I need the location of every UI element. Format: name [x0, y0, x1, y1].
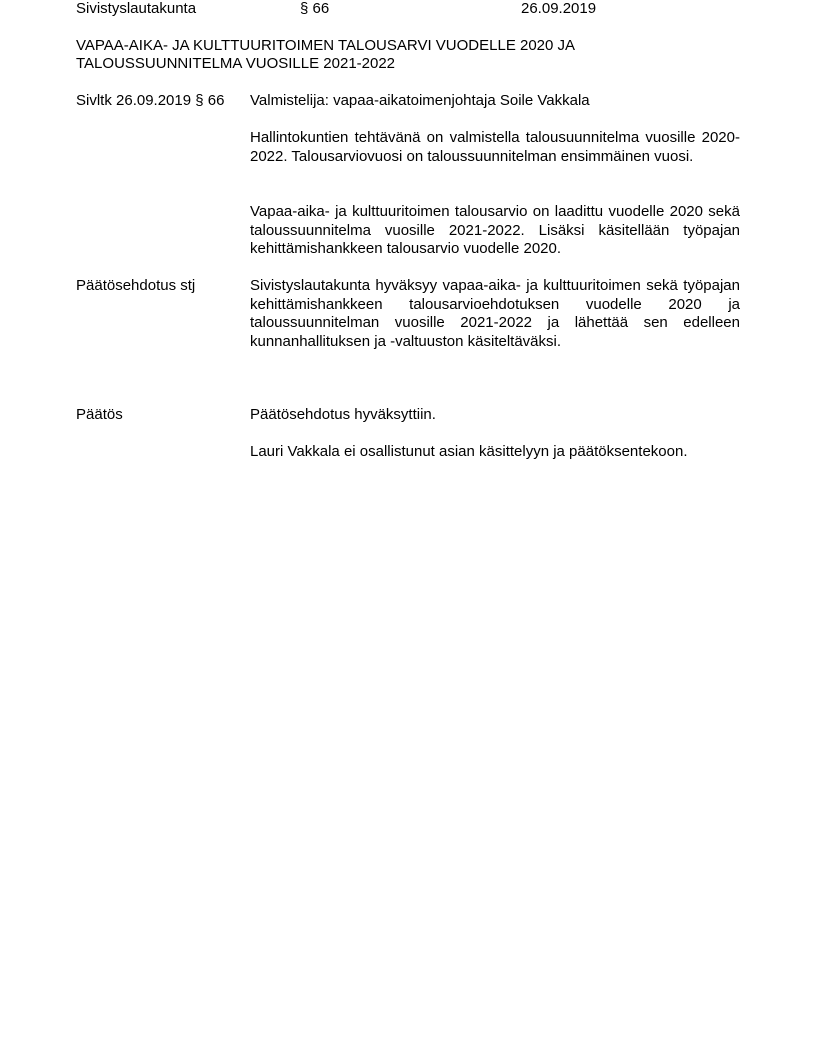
header-date: 26.09.2019: [521, 0, 597, 17]
preparation-label: Sivltk 26.09.2019 § 66: [76, 92, 225, 109]
title-line-1: VAPAA-AIKA- JA KULTTUURITOIMEN TALOUSARVI VUODELLE 2020 JA: [76, 37, 576, 54]
decision-text: Päätösehdotus hyväksyttiin.: [250, 406, 436, 423]
header-board-name: Sivistyslautakunta: [76, 0, 197, 17]
title-line-2: TALOUSSUUNNITELMA VUOSILLE 2021-2022: [76, 55, 396, 72]
proposal-text: Sivistyslautakunta hyväksyy vapaa-aika- ja kulttuuritoimen sekä työpajan kehittämishankkeen talousarvioehdotuksen vuodelle 2020 ja taloussuunnitelman vuosille 2021-2022 ja lähettää sen edelleen kunnanhallituksen ja -valtuuston käsiteltäväksi.: [250, 277, 740, 350]
preparation-paragraph-1: Hallintokuntien tehtävänä on valmistella talousuunnitelma vuosille 2020-2022. Talousarviovuosi on taloussuunnitelman ensimmäinen vuosi.: [250, 129, 740, 165]
proposal-label: Päätösehdotus stj: [76, 277, 196, 294]
document-title: [76, 37, 676, 73]
header-section-number: § 66: [300, 0, 330, 17]
preparer-line: Valmistelija: vapaa-aikatoimenjohtaja Soile Vakkala: [250, 92, 590, 109]
decision-label: Päätös: [76, 406, 123, 423]
decision-note: Lauri Vakkala ei osallistunut asian käsittelyyn ja päätöksentekoon.: [250, 443, 688, 460]
preparation-paragraph-2: Vapaa-aika- ja kulttuuritoimen talousarvio on laadittu vuodelle 2020 sekä taloussuunnitelma vuosille 2021-2022. Lisäksi käsitellään työpajan kehittämishankkeen talousarvio vuodelle 2020.: [250, 203, 740, 257]
